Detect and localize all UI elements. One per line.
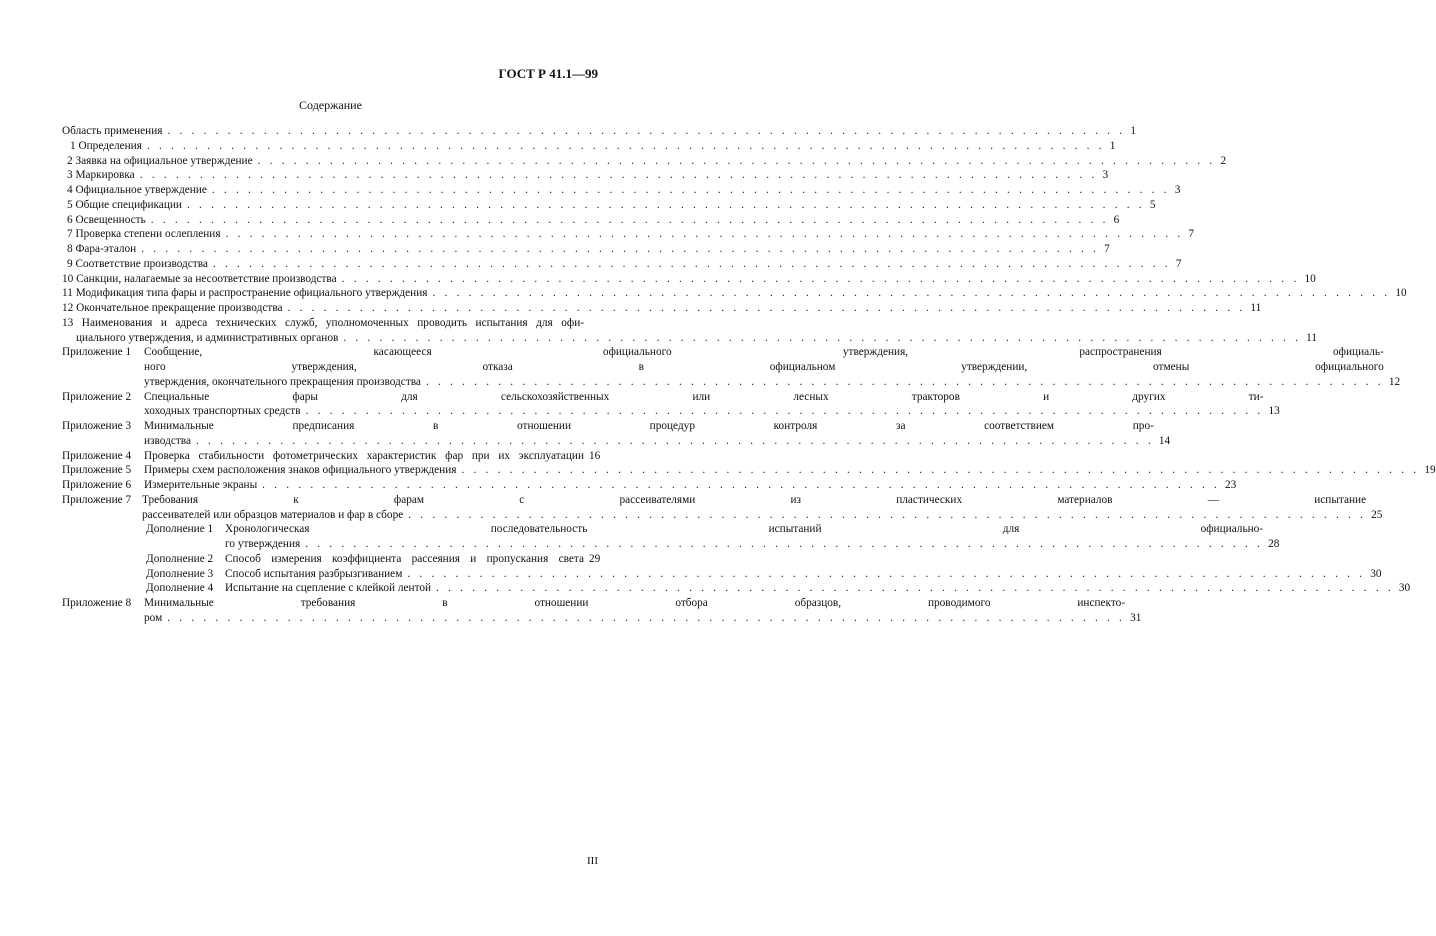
toc-entry[interactable]	[62, 242, 1110, 257]
dot-leader: . . . . . . . . . . . . . . . . . . . . . . . . . . . . . . . . . . . . . . . . . . . . . . . . . . . . . . . . . . . . . . . . . . . . . . . . . . . . . . . .	[436, 582, 1394, 595]
page-number: 1	[1130, 125, 1136, 137]
document-code: ГОСТ Р 41.1—99	[498, 66, 598, 81]
appendix-prefix: Приложение 1	[62, 346, 132, 359]
page-number: 7	[1175, 257, 1182, 270]
appendix-title-line-2: изводства	[144, 434, 191, 447]
entry-label: 7 Проверка степени ослепления	[67, 228, 221, 241]
toc-appendix-7[interactable]	[62, 493, 1383, 523]
supplement-prefix: Дополнение 3	[146, 567, 214, 580]
dot-leader: . . . . . . . . . . . . . . . . . . . . . . . . . . . . . . . . . . . . . . . . . . . . . . . . . . . . . . . . . . . . . . . . . . . . . . . . . . . . . . . .	[167, 611, 1126, 624]
toc-entry[interactable]	[62, 301, 1262, 316]
page-number: 28	[1268, 538, 1280, 550]
appendix-title-line-2: хоходных транспортных средств	[144, 405, 301, 418]
appendix-title-line-1: Специальные фары для сельскохозяйственных или лесных тракторов и других ти-	[144, 390, 1264, 403]
entry-label-line-2: циального утверждения, и административных органов	[76, 331, 339, 344]
toc-entry[interactable]	[62, 154, 1227, 169]
toc-entry[interactable]	[62, 168, 1109, 183]
dot-leader: . . . . . . . . . . . . . . . . . . . . . . . . . . . . . . . . . . . . . . . . . . . . . . . . . . . . . . . . . . . . . . . . . . . . . . . . . . . . . . . .	[150, 213, 1109, 226]
dot-leader: . . . . . . . . . . . . . . . . . . . . . . . . . . . . . . . . . . . . . . . . . . . . . . . . . . . . . . . . . . . . . . . . . . . . . . . . . . . . . . . .	[225, 228, 1184, 241]
entry-label: 9 Соответствие производства	[67, 257, 208, 270]
toc-supplement-3[interactable]	[146, 567, 1382, 582]
toc-supplement-4[interactable]	[146, 581, 1411, 596]
dot-leader: . . . . . . . . . . . . . . . . . . . . . . . . . . . . . . . . . . . . . . . . . . . . . . . . . . . . . . . . . . . . . . . . . . . . . . . . . . . . . . . .	[212, 257, 1171, 270]
dot-leader: . . . . . . . . . . . . . . . . . . . . . . . . . . . . . . . . . . . . . . . . . . . . . . . . . . . . . . . . . . . . . . . . . . . . . . . . . . . . . . . .	[461, 464, 1420, 477]
entry-label: 4 Официальное утверждение	[67, 184, 207, 196]
table-of-contents	[62, 124, 1436, 626]
dot-leader: . . . . . . . . . . . . . . . . . . . . . . . . . . . . . . . . . . . . . . . . . . . . . . . . . . . . . . . . . . . . . . . . . . . . . . . . . . . . . . . .	[139, 169, 1098, 182]
page-number: 6	[1113, 213, 1120, 226]
page-number: 3	[1174, 184, 1181, 196]
dot-leader: . . . . . . . . . . . . . . . . . . . . . . . . . . . . . . . . . . . . . . . . . . . . . . . . . . . . . . . . . . . . . . . . . . . . . . . . . . . . . . . .	[167, 125, 1126, 137]
page-number: 19	[1424, 464, 1436, 477]
supplement-title: Способ измерения коэффициента рассеяния и пропускания света	[225, 552, 584, 565]
dot-leader: . . . . . . . . . . . . . . . . . . . . . . . . . . . . . . . . . . . . . . . . . . . . . . . . . . . . . . . . . . . . . . . . . . . . . . . . . . . . . . . .	[432, 287, 1391, 300]
supplement-title: Способ испытания разбрызгиванием	[225, 567, 403, 580]
supplement-prefix: Дополнение 1	[146, 523, 214, 536]
toc-appendix-8[interactable]	[62, 596, 1142, 626]
page-number: 16	[589, 449, 601, 462]
page-number: 10	[1304, 272, 1316, 285]
dot-leader: . . . . . . . . . . . . . . . . . . . . . . . . . . . . . . . . . . . . . . . . . . . . . . . . . . . . . . . . . . . . . . . . . . . . . . . . . . . . . . . .	[257, 154, 1216, 167]
toc-appendix-6[interactable]	[62, 478, 1237, 493]
toc-entry[interactable]	[62, 124, 1136, 139]
toc-supplement-2[interactable]	[146, 552, 599, 567]
dot-leader: . . . . . . . . . . . . . . . . . . . . . . . . . . . . . . . . . . . . . . . . . . . . . . . . . . . . . . . . . . . . . . . . . . . . . . . . . . . . . . . .	[141, 243, 1100, 255]
supplement-title: Испытание на сцепление с клейкой лентой	[225, 582, 432, 595]
dot-leader: . . . . . . . . . . . . . . . . . . . . . . . . . . . . . . . . . . . . . . . . . . . . . . . . . . . . . . . . . . . . . . . . . . . . . . . . . . . . . . . .	[407, 567, 1366, 580]
supplement-prefix: Дополнение 4	[146, 582, 214, 595]
appendix-prefix: Приложение 4	[62, 449, 132, 462]
page-number: 30	[1370, 567, 1382, 580]
page-number: 2	[1220, 154, 1227, 167]
page-number: 1	[1109, 139, 1116, 152]
appendix-prefix: Приложение 2	[62, 390, 132, 403]
entry-label: 11 Модификация типа фары и распространение официального утверждения	[62, 287, 428, 300]
toc-appendix-3[interactable]	[62, 419, 1171, 449]
page-number: 12	[1388, 375, 1401, 388]
appendix-prefix: Приложение 3	[62, 420, 132, 432]
toc-entry[interactable]	[62, 198, 1156, 213]
entry-label: 1 Определения	[70, 139, 142, 152]
toc-entry[interactable]	[62, 227, 1195, 242]
page-number: 14	[1158, 434, 1171, 447]
page-number: 7	[1104, 243, 1110, 255]
page-number: 13	[1268, 405, 1280, 418]
toc-entry[interactable]	[62, 272, 1316, 287]
entry-label-line-1: 13 Наименования и адреса технических служб, уполномоченных проводить испытания для офи-	[62, 316, 584, 329]
page-number: 30	[1398, 582, 1411, 595]
supplement-prefix: Дополнение 2	[146, 552, 214, 565]
appendix-prefix: Приложение 5	[62, 464, 132, 477]
supplement-title-line-2: го утверждения	[225, 538, 301, 550]
appendix-title-line-1: Сообщение, касающееся официального утверждения, распространения официаль-	[144, 346, 1384, 359]
toc-entry[interactable]	[62, 286, 1407, 301]
dot-leader: . . . . . . . . . . . . . . . . . . . . . . . . . . . . . . . . . . . . . . . . . . . . . . . . . . . . . . . . . . . . . . . . . . . . . . . . . . . . . . . .	[186, 198, 1145, 211]
toc-appendix-1[interactable]	[62, 345, 1401, 389]
dot-leader: . . . . . . . . . . . . . . . . . . . . . . . . . . . . . . . . . . . . . . . . . . . . . . . . . . . . . . . . . . . . . . . . . . . . . . . . . . . . . . . .	[343, 331, 1302, 344]
appendix-prefix: Приложение 6	[62, 479, 132, 491]
page-number: 23	[1225, 479, 1237, 491]
dot-leader: . . . . . . . . . . . . . . . . . . . . . . . . . . . . . . . . . . . . . . . . . . . . . . . . . . . . . . . . . . . . . . . . . . . . . . . . . . . . . . . .	[262, 479, 1221, 491]
toc-appendix-5[interactable]	[62, 463, 1436, 478]
page-number: 7	[1188, 228, 1195, 241]
page-number: 11	[1250, 302, 1262, 314]
page-number: 29	[589, 552, 601, 565]
dot-leader: . . . . . . . . . . . . . . . . . . . . . . . . . . . . . . . . . . . . . . . . . . . . . . . . . . . . . . . . . . . . . . . . . . . . . . . . . . . . . . . .	[211, 184, 1170, 196]
page-number: 25	[1371, 508, 1383, 521]
toc-entry[interactable]	[62, 257, 1182, 272]
dot-leader: . . . . . . . . . . . . . . . . . . . . . . . . . . . . . . . . . . . . . . . . . . . . . . . . . . . . . . . . . . . . . . . . . . . . . . . . . . . . . . . .	[341, 272, 1300, 285]
toc-supplement-1[interactable]	[146, 522, 1280, 552]
page-number: 10	[1395, 287, 1407, 300]
page-number: 5	[1149, 198, 1156, 211]
entry-label: 6 Освещенность	[67, 213, 146, 226]
dot-leader: . . . . . . . . . . . . . . . . . . . . . . . . . . . . . . . . . . . . . . . . . . . . . . . . . . . . . . . . . . . . . . . . . . . . . . . . . . . . . . . .	[146, 139, 1105, 152]
dot-leader: . . . . . . . . . . . . . . . . . . . . . . . . . . . . . . . . . . . . . . . . . . . . . . . . . . . . . . . . . . . . . . . . . . . . . . . . . . . . . . . .	[196, 434, 1154, 447]
appendix-title-line-2: рассеивателей или образцов материалов и фар в сборе	[142, 508, 404, 521]
page-number: 3	[1102, 169, 1109, 182]
appendix-title: Проверка стабильности фотометрических характеристик фар при их эксплуатации	[144, 449, 584, 462]
appendix-title: Измерительные экраны	[144, 479, 258, 491]
page-number: 31	[1130, 611, 1142, 624]
toc-appendix-4[interactable]	[62, 449, 599, 464]
page-number: 11	[1306, 331, 1318, 344]
dot-leader: . . . . . . . . . . . . . . . . . . . . . . . . . . . . . . . . . . . . . . . . . . . . . . . . . . . . . . . . . . . . . . . . . . . . . . . . . . . . . . . .	[305, 538, 1264, 550]
dot-leader: . . . . . . . . . . . . . . . . . . . . . . . . . . . . . . . . . . . . . . . . . . . . . . . . . . . . . . . . . . . . . . . . . . . . . . . . . . . . . . . .	[408, 508, 1367, 521]
entry-label: 5 Общие спецификации	[67, 198, 182, 211]
appendix-title-line-2: ром	[144, 611, 163, 624]
toc-appendix-2[interactable]	[62, 390, 1280, 420]
entry-label: 8 Фара-эталон	[67, 243, 137, 255]
toc-entry[interactable]	[62, 183, 1181, 198]
dot-leader: . . . . . . . . . . . . . . . . . . . . . . . . . . . . . . . . . . . . . . . . . . . . . . . . . . . . . . . . . . . . . . . . . . . . . . . . . . . . . . . .	[425, 375, 1384, 388]
entry-label: 2 Заявка на официальное утверждение	[67, 154, 253, 167]
entry-label: Область применения	[62, 125, 163, 137]
toc-entry[interactable]	[62, 213, 1120, 228]
toc-entry-13[interactable]	[62, 316, 1318, 346]
appendix-title-line-1: Минимальные требования в отношении отбора образцов, проводимого инспекто-	[144, 597, 1126, 609]
appendix-prefix: Приложение 7	[62, 493, 132, 506]
appendix-title-line-2: ного утверждения, отказа в официальном утверждении, отмены официального	[144, 361, 1384, 373]
appendix-title-line-1: Минимальные предписания в отношении процедур контроля за соответствием про-	[144, 420, 1154, 432]
entry-label: 3 Маркировка	[67, 169, 135, 182]
appendix-title-line-3: утверждения, окончательного прекращения производства	[144, 375, 421, 388]
appendix-title-line-1: Требования к фарам с рассеивателями из пластических материалов — испытание	[142, 493, 1367, 506]
footer-page-number: III	[587, 855, 598, 867]
appendix-prefix: Приложение 8	[62, 597, 132, 609]
toc-entry[interactable]	[62, 139, 1116, 154]
appendix-title: Примеры схем расположения знаков официального утверждения	[144, 464, 457, 477]
dot-leader: . . . . . . . . . . . . . . . . . . . . . . . . . . . . . . . . . . . . . . . . . . . . . . . . . . . . . . . . . . . . . . . . . . . . . . . . . . . . . . . .	[287, 302, 1246, 314]
entry-label: 10 Санкции, налагаемые за несоответствие производства	[62, 272, 337, 285]
dot-leader: . . . . . . . . . . . . . . . . . . . . . . . . . . . . . . . . . . . . . . . . . . . . . . . . . . . . . . . . . . . . . . . . . . . . . . . . . . . . . . . .	[305, 405, 1264, 418]
supplement-title-line-1: Хронологическая последовательность испытаний для официально-	[225, 523, 1264, 536]
entry-label: 12 Окончательное прекращение производства	[62, 302, 283, 314]
page-title: Содержание	[299, 98, 362, 112]
